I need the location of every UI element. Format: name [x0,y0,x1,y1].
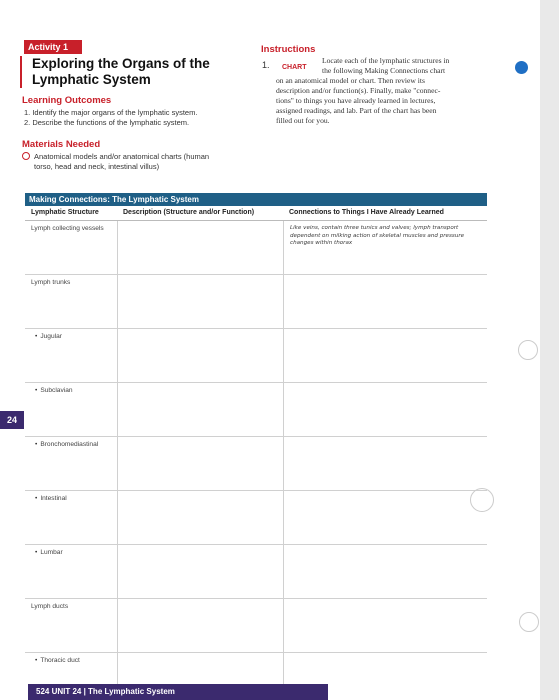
materials-list [22,152,252,172]
structure-name: Lymph ducts [31,603,69,610]
table-row [25,599,487,653]
description-cell[interactable] [117,437,283,490]
instructions-line: on an anatomical model or chart. Then review its [276,76,425,85]
chart-tag: CHART [282,64,307,71]
structure-name: • Thoracic duct [35,657,80,664]
connections-cell[interactable] [283,599,487,652]
table-row [25,437,487,491]
instructions-text [276,56,484,126]
column-header-connections: Connections to Things I Have Already Learned [289,209,444,216]
learning-outcome-item: 2. Describe the functions of the lymphatic system. [24,118,190,127]
instructions-line: assigned readings, and lab. Part of the chart has been [276,106,437,115]
connections-cell[interactable] [283,437,487,490]
ring-decoration [470,488,494,512]
instructions-line: description and/or function(s). Finally, make "connec- [276,86,441,95]
structure-cell [25,545,117,598]
materials-line-2: torso, head and neck, intestinal villus) [34,162,160,171]
learning-outcome-item: 1. Identify the major organs of the lymphatic system. [24,108,198,117]
structure-cell [25,383,117,436]
instructions-line: filled out for you. [276,116,330,125]
activity-title: Exploring the Organs of the Lymphatic System [20,56,242,88]
materials-line-1: Anatomical models and/or anatomical charts (human [34,152,210,161]
description-cell[interactable] [117,275,283,328]
table-row [25,383,487,437]
ring-decoration [518,340,538,360]
structure-name: • Jugular [35,333,62,340]
page-footer: 524 UNIT 24 | The Lymphatic System [28,684,328,700]
structure-name: • Lumbar [35,549,63,556]
instructions-line: the following Making Connections chart [322,66,446,75]
chapter-side-tab: 24 [0,411,24,429]
instruction-step-number: 1. [262,60,270,70]
instructions-line: Locate each of the lymphatic structures in [322,56,450,65]
structure-cell [25,275,117,328]
instructions-heading: Instructions [261,44,316,55]
table-body [25,221,487,700]
learning-outcomes-list [24,108,244,128]
table-row [25,491,487,545]
connections-cell[interactable]: Like veins, contain three tunics and valves; lymph transport dependent on milking action of skeletal muscles and pressure changes within thorax [283,221,487,274]
structure-name: • Bronchomediastinal [35,441,98,448]
structure-cell [25,221,117,274]
table-row [25,545,487,599]
connections-cell[interactable] [283,545,487,598]
activity-badge: Activity 1 [24,40,82,54]
description-cell[interactable] [117,383,283,436]
connections-cell[interactable] [283,329,487,382]
description-cell[interactable] [117,221,283,274]
structure-name: Lymph trunks [31,279,71,286]
structure-name: • Intestinal [35,495,67,502]
making-connections-table [25,193,487,700]
structure-cell [25,599,117,652]
connections-cell[interactable] [283,275,487,328]
table-title: Making Connections: The Lymphatic System [25,193,487,206]
connections-cell[interactable] [283,491,487,544]
column-header-structure: Lymphatic Structure [31,209,99,216]
table-row [25,221,487,275]
materials-heading: Materials Needed [22,139,101,150]
circle-bullet-icon [22,152,30,160]
description-cell[interactable] [117,491,283,544]
description-cell[interactable] [117,329,283,382]
table-row [25,275,487,329]
structure-cell [25,491,117,544]
table-row [25,329,487,383]
connections-cell[interactable] [283,383,487,436]
table-column-headers [25,206,487,221]
column-header-description: Description (Structure and/or Function) [123,209,255,216]
blue-circle-marker [515,61,528,74]
instructions-line: tions" to things you have already learned in lectures, [276,96,436,105]
structure-cell [25,437,117,490]
description-cell[interactable] [117,545,283,598]
ring-decoration [519,612,539,632]
structure-name: • Subclavian [35,387,73,394]
learning-outcomes-heading: Learning Outcomes [22,95,112,106]
structure-cell [25,329,117,382]
structure-name: Lymph collecting vessels [31,225,104,232]
description-cell[interactable] [117,599,283,652]
